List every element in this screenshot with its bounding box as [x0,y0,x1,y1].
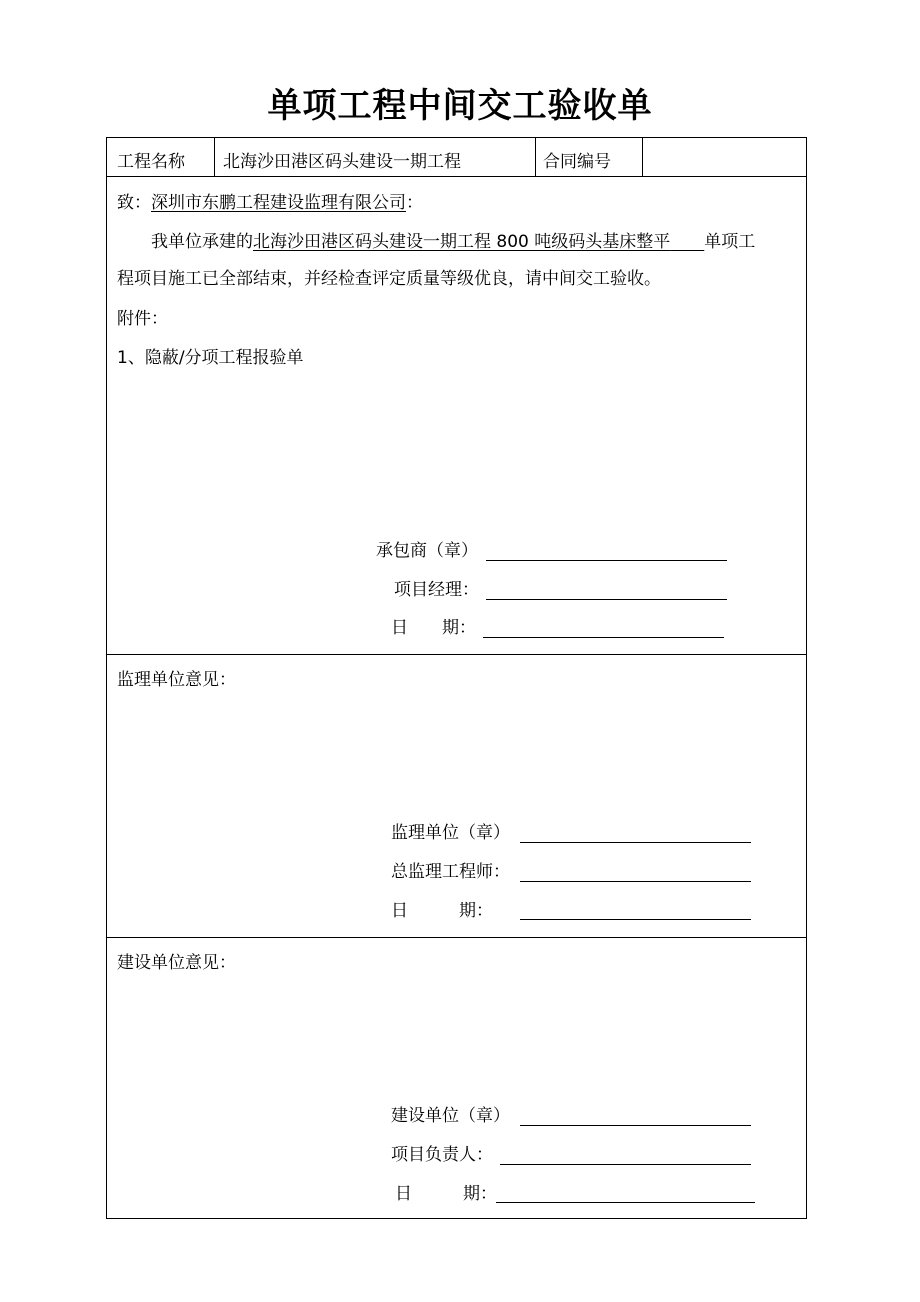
contractor-seal-line[interactable] [486,560,727,561]
attachments-label: 附件： [117,309,168,329]
row-divider [107,176,806,177]
row-divider [107,937,806,938]
project-leader-line[interactable] [500,1164,751,1165]
header-divider [642,138,643,177]
chief-engineer-label: 总监理工程师： [391,862,510,882]
header-divider [535,138,536,177]
supervisor-date-line[interactable] [520,919,751,920]
attachment-item: 1、隐蔽/分项工程报验单 [117,348,304,368]
page-title: 单项工程中间交工验收单 [267,86,653,126]
owner-seal-line[interactable] [520,1125,751,1126]
body-line-1: 我单位承建的北海沙田港区码头建设一期工程 800 吨级码头基床整平 单项工 [151,232,756,252]
body-line-2: 程项目施工已全部结束，并经检查评定质量等级优良，请中间交工验收。 [117,269,661,289]
addressee-line: 致：深圳市东鹏工程建设监理有限公司： [117,193,423,213]
addressee-company: 深圳市东鹏工程建设监理有限公司 [151,193,406,213]
header-divider [214,138,215,177]
owner-date-line[interactable] [496,1202,755,1203]
supervisor-seal-line[interactable] [520,842,751,843]
chief-engineer-line[interactable] [520,881,751,882]
project-name-value[interactable]: 北海沙田港区码头建设一期工程 [223,152,461,172]
form-table [106,137,807,1219]
supervisor-opinion-heading: 监理单位意见： [117,670,236,690]
project-manager-label: 项目经理： [394,580,479,600]
supervisor-date-label: 日 期： [391,901,493,921]
owner-date-label: 日 期： [395,1184,497,1204]
row-divider [107,654,806,655]
project-leader-label: 项目负责人： [391,1145,493,1165]
owner-opinion-heading: 建设单位意见： [117,953,236,973]
contractor-seal-label: 承包商（章） [376,541,478,561]
owner-seal-label: 建设单位（章） [391,1106,510,1126]
project-manager-line[interactable] [486,599,727,600]
project-name-label: 工程名称 [117,152,185,172]
project-item-name: 北海沙田港区码头建设一期工程 800 吨级码头基床整平 [253,232,671,252]
supervisor-seal-label: 监理单位（章） [391,823,510,843]
contractor-date-line[interactable] [483,637,724,638]
contractor-date-label: 日 期： [391,618,476,638]
contract-no-label: 合同编号 [543,152,611,172]
